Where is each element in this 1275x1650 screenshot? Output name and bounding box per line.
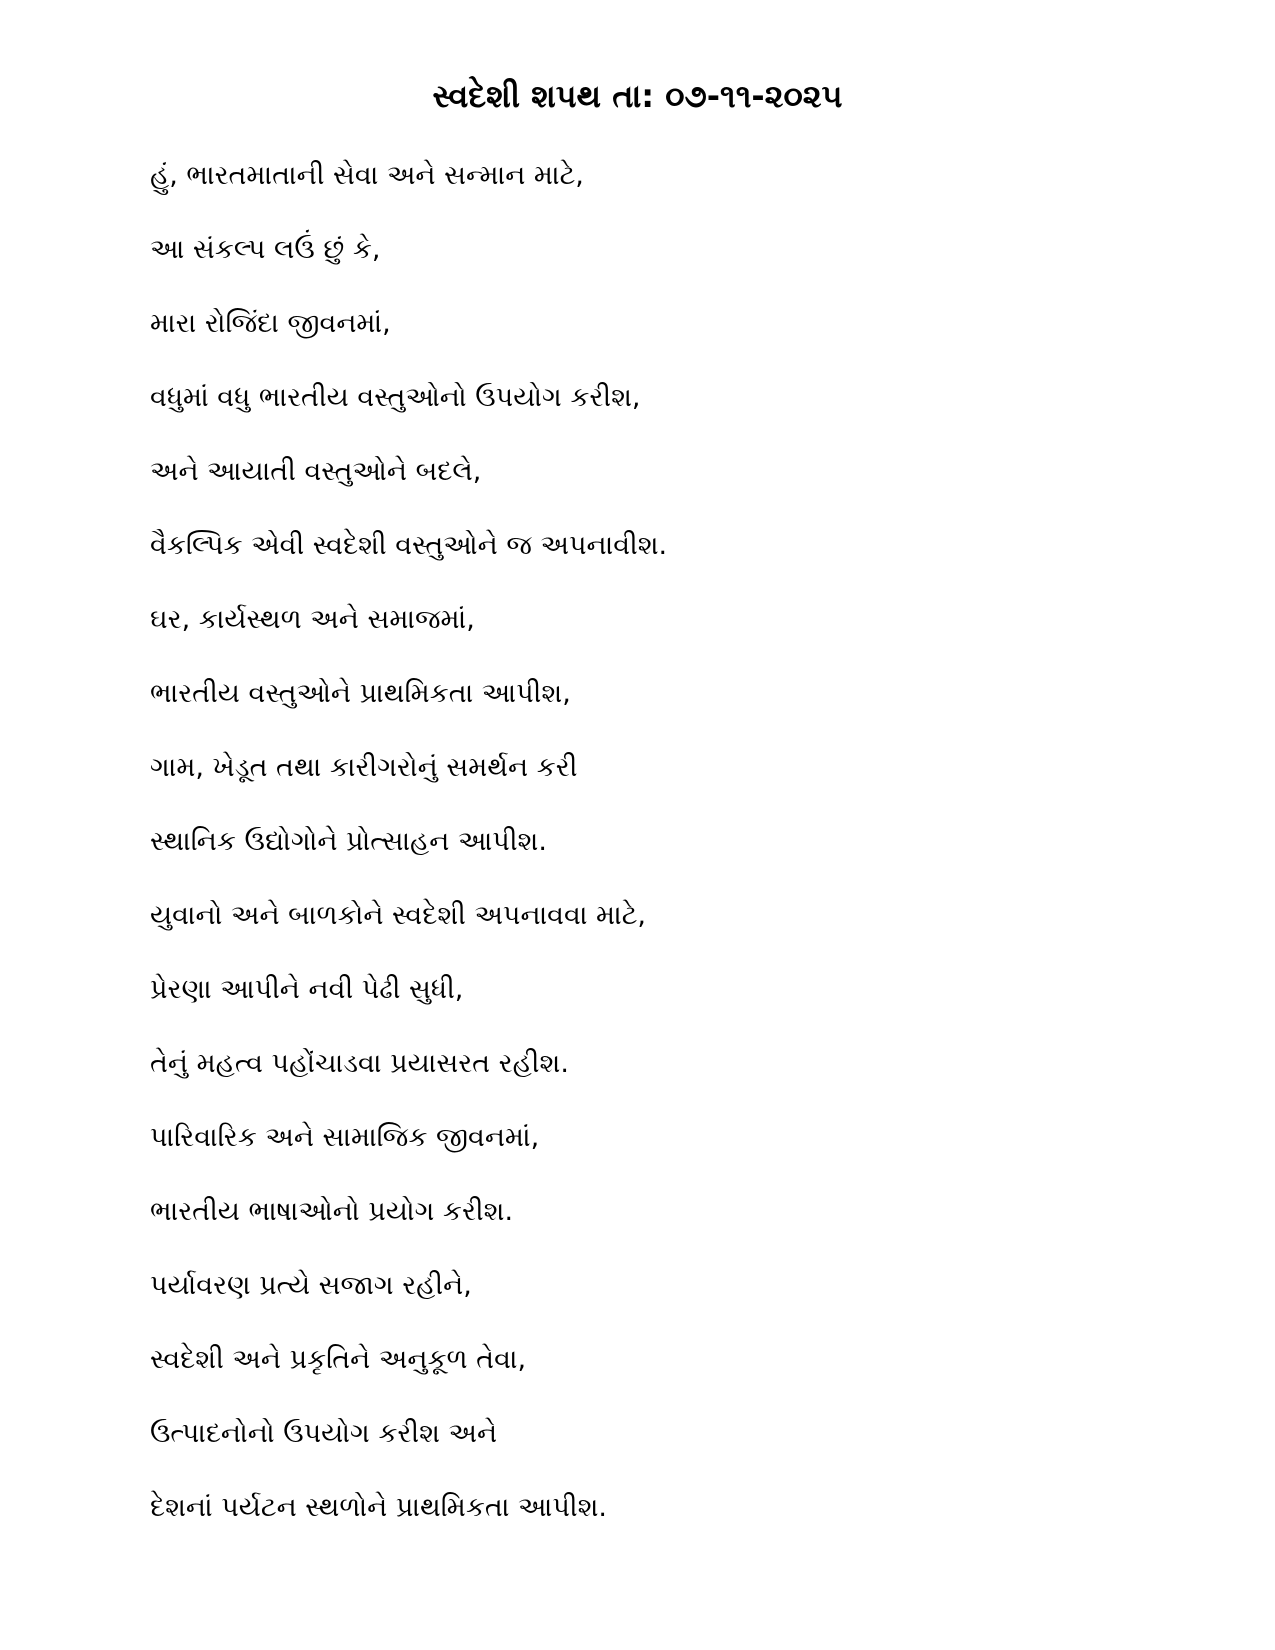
pledge-line: યુવાનો અને બાળકોને સ્વદેશી અપનાવવા માટે, [150,900,646,931]
pledge-line: ભારતીય વસ્તુઓને પ્રાથમિકતા આપીશ, [150,678,571,709]
pledge-line: પ્રેરણા આપીને નવી પેઢી સુધી, [150,974,464,1005]
pledge-line: ઉત્પાદનોનો ઉપયોગ કરીશ અને [150,1418,498,1449]
pledge-line: ગામ, ખેડૂત તથા કારીગરોનું સમર્થન કરી [150,752,578,783]
pledge-line: ભારતીય ભાષાઓનો પ્રયોગ કરીશ. [150,1196,514,1227]
pledge-line: પારિવારિક અને સામાજિક જીવનમાં, [150,1122,540,1153]
pledge-line: વધુમાં વધુ ભારતીય વસ્તુઓનો ઉપયોગ કરીશ, [150,382,641,413]
pledge-line: મારા રોજિંદા જીવનમાં, [150,308,391,339]
pledge-line: સ્થાનિક ઉદ્યોગોને પ્રોત્સાહન આપીશ. [150,826,547,857]
pledge-lines [150,156,667,1562]
pledge-line: હું, ભારતમાતાની સેવા અને સન્માન માટે, [150,160,584,191]
pledge-line: આ સંકલ્પ લઉં છું કે, [150,234,381,265]
pledge-line: દેશનાં પર્યટન સ્થળોને પ્રાથમિકતા આપીશ. [150,1492,608,1523]
pledge-line: સ્વદેશી અને પ્રકૃતિને અનુકૂળ તેવા, [150,1344,527,1375]
pledge-line: અને આયાતી વસ્તુઓને બદલે, [150,456,482,487]
pledge-line: તેનું મહત્વ પહોંચાડવા પ્રયાસરત રહીશ. [150,1048,569,1079]
pledge-line: પર્યાવરણ પ્રત્યે સજાગ રહીને, [150,1270,472,1301]
pledge-line: ઘર, કાર્યસ્થળ અને સમાજમાં, [150,604,475,635]
page-title: સ્વદેશી શપથ તા: ૦૭-૧૧-૨૦૨૫ [432,77,843,115]
pledge-line: વૈકલ્પિક એવી સ્વદેશી વસ્તુઓને જ અપનાવીશ. [150,530,668,561]
